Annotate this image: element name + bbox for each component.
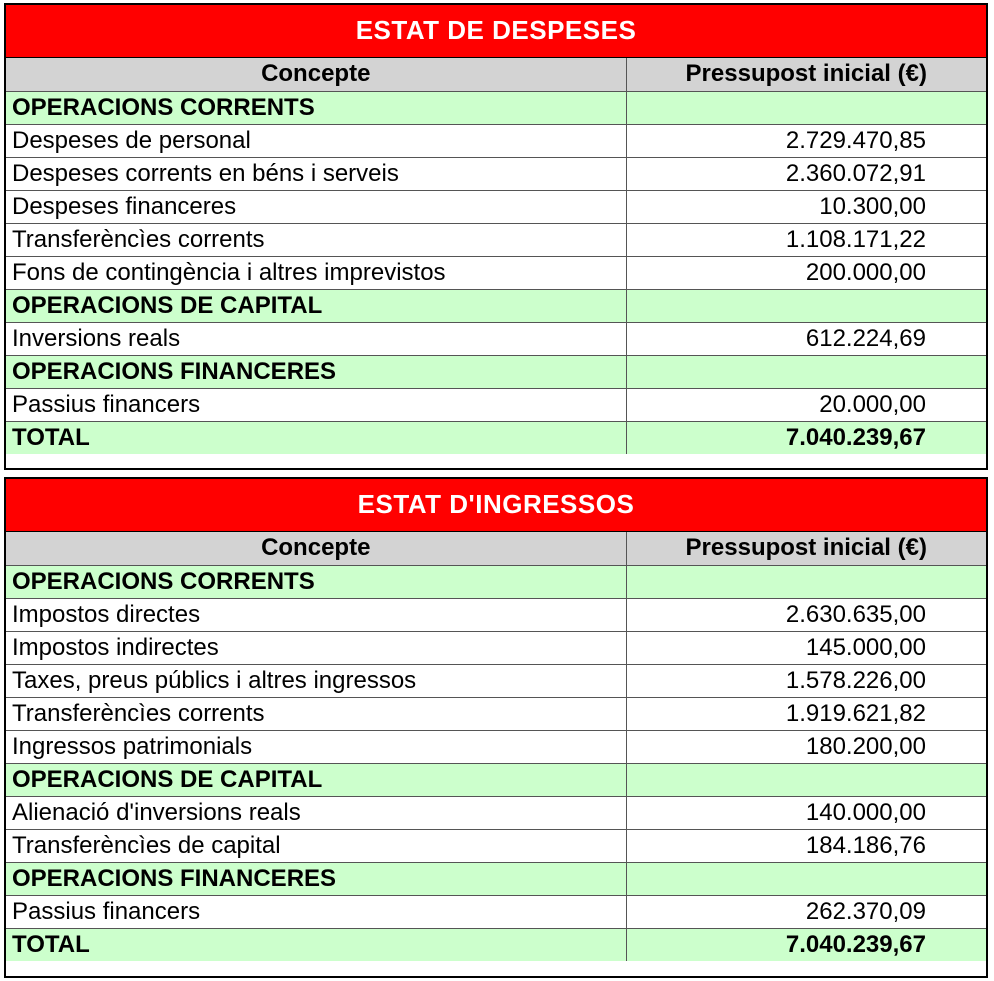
section-row [6, 763, 986, 796]
concept-cell: Inversions reals [6, 322, 626, 355]
amount-cell: 180.200,00 [626, 730, 986, 763]
expenses-title: ESTAT DE DESPESES [6, 5, 986, 58]
concept-cell: Despeses de personal [6, 124, 626, 157]
concept-cell: Despeses financeres [6, 190, 626, 223]
table-row [6, 829, 986, 862]
amount-cell [626, 289, 986, 322]
amount-cell [626, 91, 986, 124]
table-row [6, 796, 986, 829]
section-row [6, 91, 986, 124]
amount-cell [626, 763, 986, 796]
total-amount: 7.040.239,67 [626, 928, 986, 961]
amount-column-header: Pressupost inicial (€) [626, 532, 986, 565]
amount-cell: 1.108.171,22 [626, 223, 986, 256]
amount-cell: 184.186,76 [626, 829, 986, 862]
income-header-row [6, 532, 986, 565]
table-row [6, 388, 986, 421]
expenses-table [6, 58, 986, 454]
section-row [6, 565, 986, 598]
concept-cell: Fons de contingència i altres imprevistos [6, 256, 626, 289]
section-label: OPERACIONS CORRENTS [6, 91, 626, 124]
section-label: OPERACIONS FINANCERES [6, 862, 626, 895]
amount-cell: 2.360.072,91 [626, 157, 986, 190]
concept-cell: Transferèncìes corrents [6, 223, 626, 256]
table-row [6, 697, 986, 730]
table-row [6, 256, 986, 289]
total-label: TOTAL [6, 421, 626, 454]
table-row [6, 124, 986, 157]
section-label: OPERACIONS DE CAPITAL [6, 763, 626, 796]
amount-cell [626, 355, 986, 388]
table-row [6, 730, 986, 763]
concept-cell: Transferèncìes corrents [6, 697, 626, 730]
section-label: OPERACIONS DE CAPITAL [6, 289, 626, 322]
section-label: OPERACIONS CORRENTS [6, 565, 626, 598]
income-table [6, 532, 986, 961]
amount-cell: 262.370,09 [626, 895, 986, 928]
concept-cell: Alienació d'inversions reals [6, 796, 626, 829]
concept-cell: Transferèncìes de capital [6, 829, 626, 862]
concept-cell: Passius financers [6, 388, 626, 421]
amount-column-header: Pressupost inicial (€) [626, 58, 986, 91]
section-row [6, 289, 986, 322]
table-row [6, 190, 986, 223]
amount-cell [626, 862, 986, 895]
expenses-rows [6, 91, 986, 454]
amount-cell [626, 565, 986, 598]
total-amount: 7.040.239,67 [626, 421, 986, 454]
amount-cell: 20.000,00 [626, 388, 986, 421]
table-row [6, 895, 986, 928]
amount-cell: 2.630.635,00 [626, 598, 986, 631]
concept-cell: Despeses corrents en béns i serveis [6, 157, 626, 190]
table-row [6, 322, 986, 355]
amount-cell: 10.300,00 [626, 190, 986, 223]
concept-cell: Passius financers [6, 895, 626, 928]
amount-cell: 145.000,00 [626, 631, 986, 664]
concept-column-header: Concepte [6, 532, 626, 565]
table-row [6, 598, 986, 631]
table-row [6, 664, 986, 697]
section-label: OPERACIONS FINANCERES [6, 355, 626, 388]
income-table-block [4, 477, 988, 978]
total-row [6, 421, 986, 454]
concept-column-header: Concepte [6, 58, 626, 91]
concept-cell: Impostos indirectes [6, 631, 626, 664]
concept-cell: Taxes, preus públics i altres ingressos [6, 664, 626, 697]
table-row [6, 223, 986, 256]
section-row [6, 862, 986, 895]
expenses-header-row [6, 58, 986, 91]
section-row [6, 355, 986, 388]
amount-cell: 1.578.226,00 [626, 664, 986, 697]
expenses-table-block [4, 3, 988, 470]
amount-cell: 140.000,00 [626, 796, 986, 829]
total-label: TOTAL [6, 928, 626, 961]
amount-cell: 1.919.621,82 [626, 697, 986, 730]
table-row [6, 157, 986, 190]
concept-cell: Ingressos patrimonials [6, 730, 626, 763]
concept-cell: Impostos directes [6, 598, 626, 631]
income-title: ESTAT D'INGRESSOS [6, 479, 986, 532]
total-row [6, 928, 986, 961]
table-row [6, 631, 986, 664]
income-rows [6, 565, 986, 961]
amount-cell: 2.729.470,85 [626, 124, 986, 157]
amount-cell: 200.000,00 [626, 256, 986, 289]
amount-cell: 612.224,69 [626, 322, 986, 355]
